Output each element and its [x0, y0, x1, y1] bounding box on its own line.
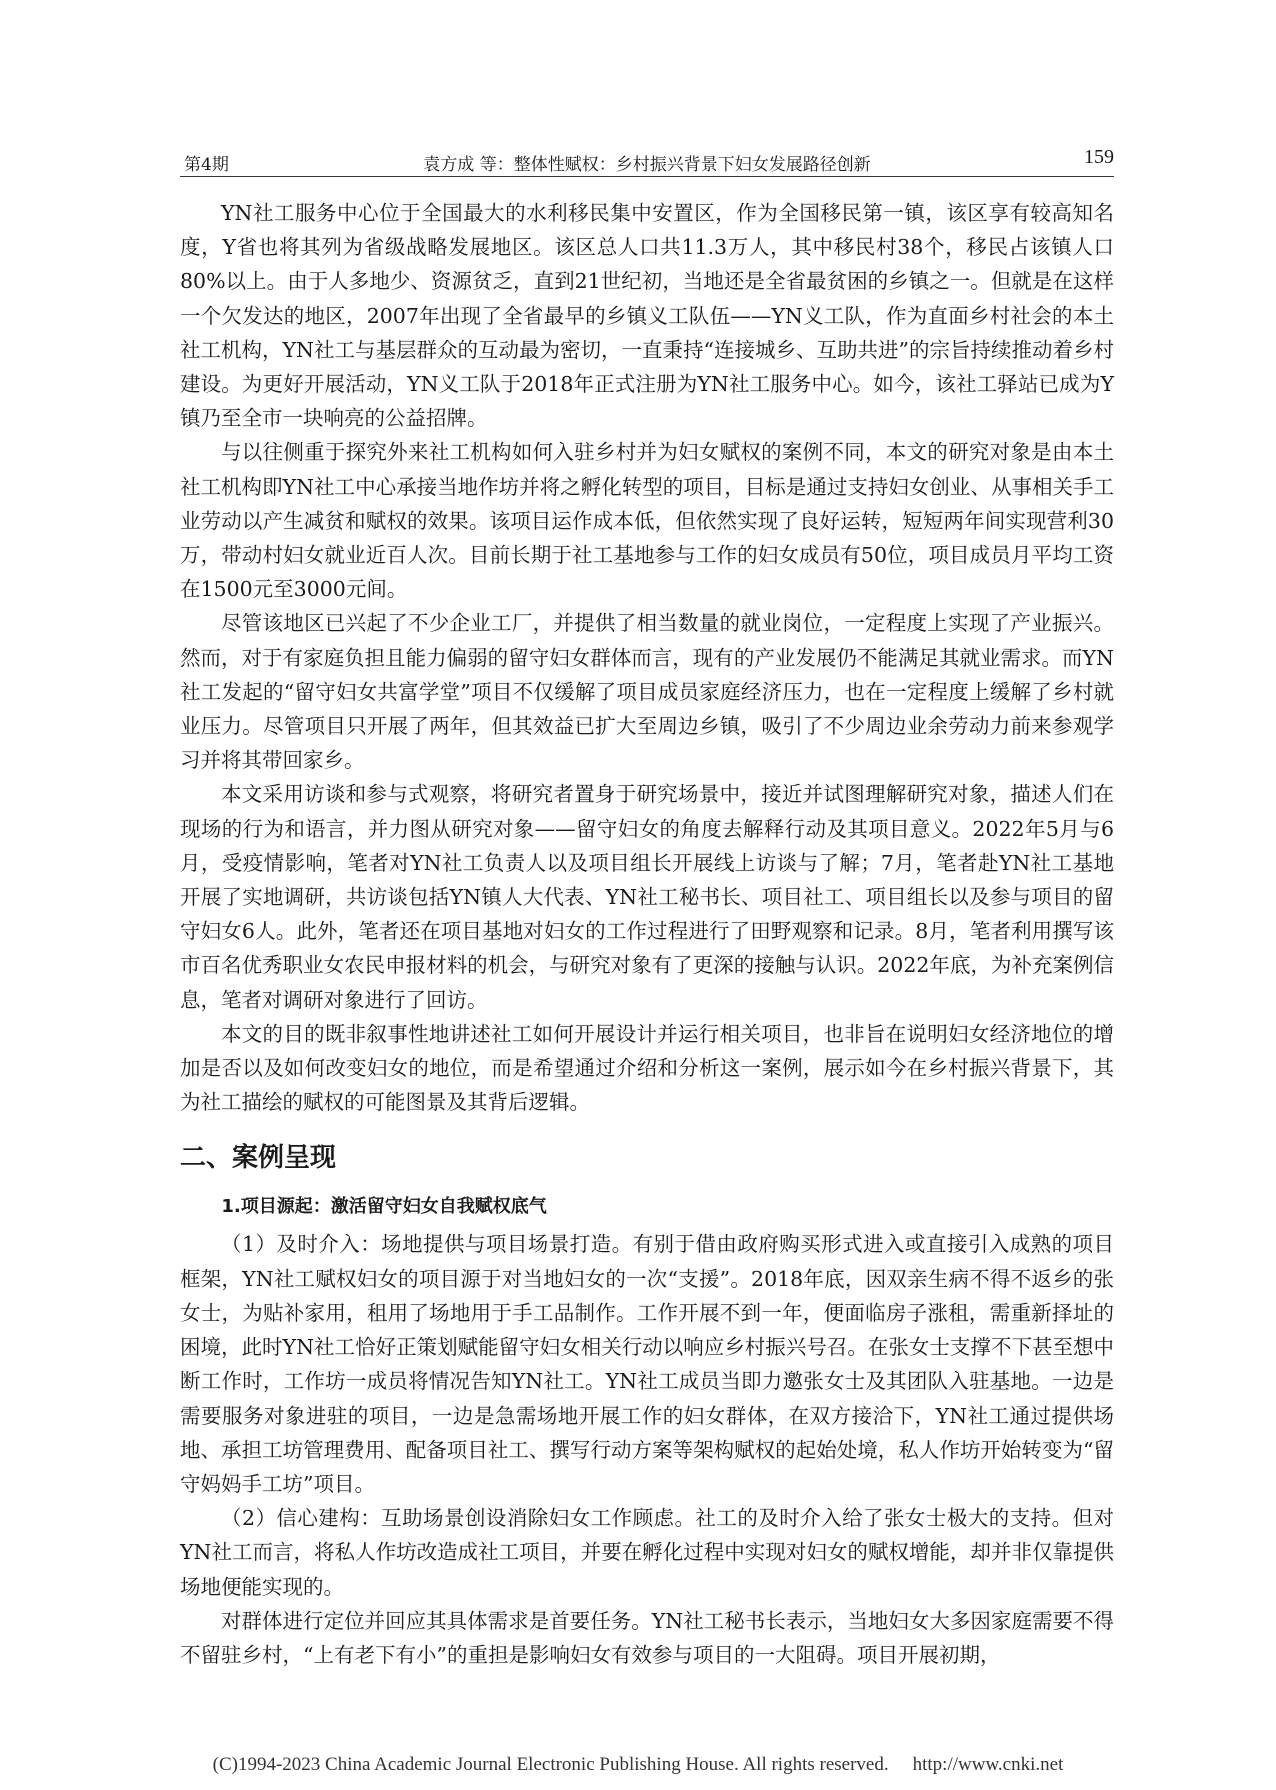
- paragraph: （2）信心建构：互助场景创设消除妇女工作顾虑。社工的及时介入给了张女士极大的支持。但对YN社工而言，将私人作坊改造成社工项目，并要在孵化过程中实现对妇女的赋权增能，却并非仅靠提供场地便能实现的。: [180, 1506, 1114, 1599]
- paragraph: YN社工服务中心位于全国最大的水利移民集中安置区，作为全国移民第一镇，该区享有较高知名度，Y省也将其列为省级战略发展地区。该区总人口共11.3万人，其中移民村38个，移民占该镇人口80%以上。由于人多地少、资源贫乏，直到21世纪初，当地还是全省最贫困的乡镇之一。但就是在这样一个欠发达的地区，2007年出现了全省最早的乡镇义工队伍——YN义工队，作为直面乡村社会的本土社工机构，YN社工与基层群众的互动最为密切，一直秉持“连接城乡、互助共进”的宗旨持续推动着乡村建设。为更好开展活动，YN义工队于2018年正式注册为YN社工服务中心。如今，该社工驿站已成为Y镇乃至全市一块响亮的公益招牌。: [180, 201, 1114, 431]
- section-heading: 二、案例呈现: [180, 1143, 337, 1174]
- paragraph: 与以往侧重于探究外来社工机构如何入驻乡村并为妇女赋权的案例不同，本文的研究对象是由本土社工机构即YN社工中心承接当地作坊并将之孵化转型的项目，目标是通过支持妇女创业、从事相关手工业劳动以产生减贫和赋权的效果。该项目运作成本低，但依然实现了良好运转，短短两年间实现营利30万，带动村妇女就业近百人次。目前长期于社工基地参与工作的妇女成员有50位，项目成员月平均工资在1500元至3000元间。: [180, 440, 1114, 602]
- footer-url[interactable]: http://www.cnki.net: [912, 1754, 1064, 1775]
- sub-heading: 1.项目源起：激活留守妇女自我赋权底气: [221, 1196, 547, 1218]
- paragraph: 本文的目的既非叙事性地讲述社工如何开展设计并运行相关项目，也非旨在说明妇女经济地位的增加是否以及如何改变妇女的地位，而是希望通过介绍和分析这一案例，展示如今在乡村振兴背景下，其为社工描绘的赋权的可能图景及其背后逻辑。: [180, 1021, 1114, 1115]
- copyright-footer: [0, 1754, 1276, 1776]
- paragraph: 对群体进行定位并回应其具体需求是首要任务。YN社工秘书长表示，当地妇女大多因家庭需要不得不留驻乡村，“上有老下有小”的重担是影响妇女有效参与项目的一大阻碍。项目开展初期，: [180, 1608, 1114, 1667]
- page-number: 159: [1084, 146, 1114, 168]
- copyright-text: (C)1994-2023 China Academic Journal Electronic Publishing House. All rights reserved.: [212, 1754, 889, 1775]
- running-title: 袁方成 等：整体性赋权：乡村振兴背景下妇女发展路径创新: [423, 155, 871, 175]
- paragraph: 尽管该地区已兴起了不少企业工厂，并提供了相当数量的就业岗位，一定程度上实现了产业振兴。然而，对于有家庭负担且能力偏弱的留守妇女群体而言，现有的产业发展仍不能满足其就业需求。而YN社工发起的“留守妇女共富学堂”项目不仅缓解了项目成员家庭经济压力，也在一定程度上缓解了乡村就业压力。尽管项目只开展了两年，但其效益已扩大至周边乡镇，吸引了不少周边业余劳动力前来参观学习并将其带回家乡。: [180, 611, 1114, 773]
- running-header: [180, 146, 1114, 177]
- issue-label: 第4期: [184, 155, 229, 175]
- paragraph: 本文采用访谈和参与式观察，将研究者置身于研究场景中，接近并试图理解研究对象，描述人们在现场的行为和语言，并力图从研究对象——留守妇女的角度去解释行动及其项目意义。2022年5月与6月，受疫情影响，笔者对YN社工负责人以及项目组长开展线上访谈与了解；7月，笔者赴YN社工基地开展了实地调研，共访谈包括YN镇人大代表、YN社工秘书长、项目社工、项目组长以及参与项目的留守妇女6人。此外，笔者还在项目基地对妇女的工作过程进行了田野观察和记录。8月，笔者利用撰写该市百名优秀职业女农民申报材料的机会，与研究对象有了更深的接触与认识。2022年底，为补充案例信息，笔者对调研对象进行了回访。: [180, 782, 1114, 1012]
- paragraph: （1）及时介入：场地提供与项目场景打造。有别于借由政府购买形式进入或直接引入成熟的项目框架，YN社工赋权妇女的项目源于对当地妇女的一次“支援”。2018年底，因双亲生病不得不返乡的张女士，为贴补家用，租用了场地用于手工品制作。工作开展不到一年，便面临房子涨租，需重新择址的困境，此时YN社工恰好正策划赋能留守妇女相关行动以响应乡村振兴号召。在张女士支撑不下甚至想中断工作时，工作坊一成员将情况告知YN社工。YN社工成员当即力邀张女士及其团队入驻基地。一边是需要服务对象进驻的项目，一边是急需场地开展工作的妇女群体，在双方接洽下，YN社工通过提供场地、承担工坊管理费用、配备项目社工、撰写行动方案等架构赋权的起始处境，私人作坊开始转变为“留守妈妈手工坊”项目。: [180, 1232, 1114, 1496]
- article-body: [180, 196, 1114, 1672]
